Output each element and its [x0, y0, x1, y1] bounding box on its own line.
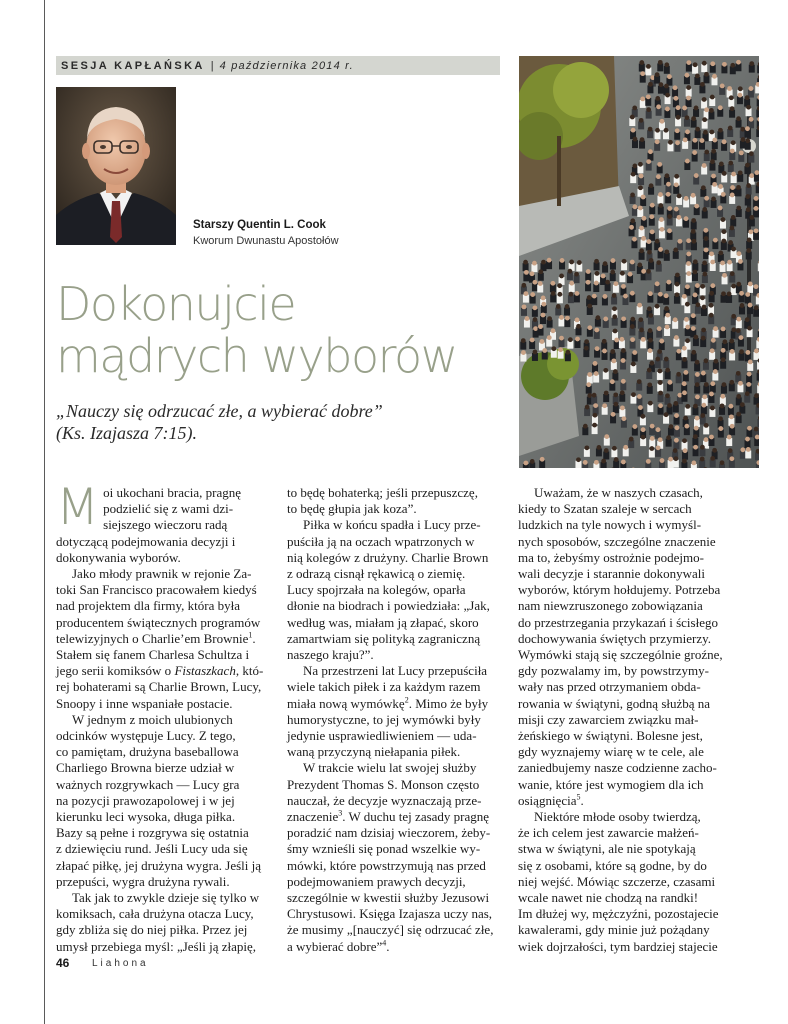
text-line: nauczał, że decyzje wyznaczają prze- — [287, 792, 482, 808]
text-span: . W duchu tej zasady pragnę — [342, 809, 490, 825]
text-line: umysł przebiega myśl: „Jeśli ją złapię, — [56, 938, 256, 954]
footnote-marker: 3 — [338, 808, 343, 818]
text-line — [56, 663, 268, 679]
title-line-2: mądrych wyborów — [56, 329, 457, 383]
text-line: wali decyzje i starannie dokonywali — [518, 566, 705, 582]
text-line: toki San Francisco pracowałem kiedyś — [56, 582, 257, 598]
text-line: Piłka w końcu spadła i Lucy prze- — [303, 517, 481, 533]
text-span: jego serii komiksów o — [56, 663, 175, 679]
text-line: siejszego wieczoru radą — [103, 517, 228, 533]
text-line: ludzkich na tyle nowych i wymyśl- — [518, 517, 702, 533]
text-span: . — [386, 938, 390, 954]
paragraph — [518, 485, 760, 809]
quote-line-2: (Ks. Izajasza 7:15). — [56, 423, 198, 443]
text-line: na pozycji prawozapolowej i w jej — [56, 792, 235, 808]
text-line: Snoopy i inne wspaniałe postacie. — [56, 695, 233, 711]
crowd-photo — [519, 56, 759, 468]
author-portrait — [56, 87, 176, 245]
text-line: jedynie usprawiedliwieniem — uda- — [287, 728, 477, 744]
text-line: wały nas przed otrzymaniem obda- — [518, 679, 701, 695]
paragraph — [287, 485, 499, 517]
text-line: Jako młody prawnik w rejonie Za- — [72, 566, 252, 582]
text-line: nam niewzruszonego zobowiązania — [518, 598, 703, 614]
text-line: zamartwiam się polityką zagraniczną — [287, 630, 481, 646]
text-line: że ich celem jest zawarcie małżeń- — [518, 825, 699, 841]
text-line: złapać piłkę, jej drużyna wygra. Jeśli ją — [56, 857, 262, 873]
text-span: znaczenie — [287, 809, 339, 825]
paragraph — [287, 760, 499, 954]
paragraph — [56, 566, 268, 712]
article-title — [56, 278, 516, 382]
author-portrait-image — [56, 87, 176, 245]
text-line: ma to, żebyśmy ostrożnie podejmo- — [518, 549, 704, 565]
text-line: wiele takich piłek i za każdym razem — [287, 679, 481, 695]
text-line — [518, 793, 760, 809]
text-line: śmy wznieśli się ponad wszelkie wy- — [287, 841, 481, 857]
text-line: stwa w świątyni, ale nie spotykają — [518, 841, 696, 857]
text-line: komiksach, cała drużyna otacza Lucy, — [56, 906, 254, 922]
text-line: nad projektem dla firmy, która była — [56, 598, 240, 614]
drop-cap: M — [56, 478, 100, 536]
text-line: Stałem się fanem Charlesa Schultza i — [56, 647, 250, 663]
session-label: SESJA KAPŁAŃSKA — [61, 59, 205, 72]
text-line: kierunku leci wysoka, długa piłka. — [56, 809, 236, 825]
article-column-1 — [56, 478, 268, 955]
text-span: . — [580, 792, 584, 808]
margin-rule — [44, 0, 45, 1024]
text-line: Niektóre młode osoby twierdzą, — [534, 809, 701, 825]
text-line: gdy wyznajemy wiarę w te cele, ale — [518, 744, 704, 760]
text-line: dochowywania świętych przymierzy. — [518, 630, 712, 646]
text-line — [287, 939, 499, 955]
page-number: 46 — [56, 956, 70, 970]
author-role: Kworum Dwunastu Apostołów — [193, 235, 339, 247]
text-line: W trakcie wielu lat swojej służby — [303, 760, 477, 776]
article-column-2 — [287, 485, 499, 955]
text-line: poradzić nam dzisiaj wieczorem, żeby- — [287, 825, 491, 841]
footnote-marker: 1 — [248, 630, 253, 640]
text-line: odcinków występuje Lucy. Z tego, — [56, 728, 236, 744]
text-line: z odrazą cisnął rękawicą o ziemię. — [287, 566, 466, 582]
text-line: misji czy zawarciem związku mał- — [518, 711, 699, 727]
paragraph — [287, 517, 499, 663]
quote-line-1: „Nauczy się odrzucać złe, a wybierać dobre” — [56, 401, 383, 421]
text-line: wyborów, którym hołdujemy. Potrzeba — [518, 582, 721, 598]
text-line: wiek dojrzałości, tym bardziej stajecie — [518, 938, 718, 954]
text-span: osiągnięcia — [518, 792, 577, 808]
text-line: Lucy spojrzała na kolegów, oparła — [287, 582, 466, 598]
paragraph — [518, 809, 760, 955]
text-line: się z osobami, które są godne, by do — [518, 857, 707, 873]
text-line: niej wejść. Mówiąc szczerze, czasami — [518, 873, 716, 889]
comic-title: Fistaszkach — [174, 663, 236, 679]
text-line: to będę głupia jak koza”. — [287, 501, 417, 517]
text-span: . — [252, 630, 256, 646]
text-span: , któ- — [235, 663, 264, 679]
text-line: dotyczącą podejmowania decyzji i — [56, 533, 236, 549]
text-line: nią kolegów z drużyny. Charlie Brown — [287, 549, 489, 565]
text-span: a wybierać dobre” — [287, 938, 383, 954]
text-line: humorystyczne, to jej wymówki były — [287, 711, 481, 727]
text-line: mówki, które powstrzymują nas przed — [287, 857, 486, 873]
text-line: według was, miałam ją złapać, skoro — [287, 614, 479, 630]
text-line: gdy zbliża się do niej piłka. Przez jej — [56, 922, 248, 938]
text-line: nych sposobów, szczególne znaczenie — [518, 533, 716, 549]
text-line: Charliego Browna bierze udział w — [56, 760, 235, 776]
text-line: Chrystusowi. Księga Izajasza uczy nas, — [287, 906, 493, 922]
text-line: W jednym z moich ulubionych — [72, 711, 233, 727]
text-line: wanie, które jest wymogiem dla ich — [518, 776, 704, 792]
text-line: Bazy są pełne i rozgrywa się ostatnia — [56, 825, 249, 841]
text-line: żeńskiego w świątyni. Bolesne jest, — [518, 728, 703, 744]
footnote-marker: 2 — [404, 695, 409, 705]
text-span: telewizyjnych o Charlie’em Brownie — [56, 630, 249, 646]
paragraph — [56, 478, 268, 566]
session-date: 4 października 2014 r. — [219, 59, 354, 72]
text-line: podzielić się z wami dzi- — [103, 501, 234, 517]
text-line: Uważam, że w naszych czasach, — [534, 485, 703, 500]
text-line: ważnych rozgrywkach — Lucy gra — [56, 776, 240, 792]
text-line: waną przyczyną niełapania piłek. — [287, 744, 461, 760]
text-span: . Mimo że były — [408, 695, 489, 711]
session-header-bar — [56, 56, 500, 75]
text-line: Na przestrzeni lat Lucy przepuściła — [303, 663, 488, 679]
text-line: Wymówki stają się szczególnie groźne, — [518, 647, 723, 663]
paragraph — [287, 663, 499, 760]
text-line: zaniedbujemy nasze codzienne zacho- — [518, 760, 717, 776]
text-line: naszego kraju?”. — [287, 647, 374, 663]
text-line — [56, 631, 268, 647]
text-line: rowania w świątyni, godną służbą na — [518, 695, 711, 711]
text-line: Prezydent Thomas S. Monson często — [287, 776, 480, 792]
text-line: kiedy to Szatan szaleje w sercach — [518, 501, 692, 517]
text-line: do przestrzegania przykazań i ścisłego — [518, 614, 718, 630]
text-line: wcale nawet nie chodzą na randki! — [518, 890, 699, 906]
text-line: gdy pozwalamy im, by powstrzymy- — [518, 663, 709, 679]
text-line: rej bohaterami są Charlie Brown, Lucy, — [56, 679, 262, 695]
crowd-photo-image — [519, 56, 759, 468]
paragraph — [56, 712, 268, 890]
text-line: podejmowaniem prawych decyzji, — [287, 873, 466, 889]
text-line: kawalerami, gdy minie już pożądany — [518, 922, 710, 938]
text-line: oi ukochani bracia, pragnę — [103, 485, 242, 500]
text-line: dokonywania wyborów. — [56, 549, 181, 565]
header-separator: | — [210, 59, 214, 72]
text-line — [287, 809, 499, 825]
text-line: dłonie na biodrach i powiedziała: „Jak, — [287, 598, 490, 614]
title-line-1: Dokonujcie — [56, 277, 296, 331]
magazine-name: Liahona — [92, 958, 149, 969]
text-span: miała nową wymówkę — [287, 695, 405, 711]
text-line — [287, 696, 499, 712]
text-line: puściła ją na oczach wpatrzonych w — [287, 533, 475, 549]
scripture-quote — [56, 400, 516, 444]
author-name: Starszy Quentin L. Cook — [193, 219, 326, 231]
text-line: przepuści, wygra drużyna rywali. — [56, 873, 230, 889]
article-column-3 — [518, 485, 760, 955]
text-line: że musimy „[nauczyć] się odrzucać złe, — [287, 922, 494, 938]
text-line: z dziewięciu rund. Jeśli Lucy uda się — [56, 841, 248, 857]
text-line: co pamiętam, drużyna baseballowa — [56, 744, 239, 760]
footnote-marker: 5 — [576, 792, 581, 802]
footnote-marker: 4 — [382, 938, 387, 948]
text-line: szczególnie w kwestii służby Jezusowi — [287, 890, 490, 906]
text-line: Tak jak to zwykle dzieje się tylko w — [72, 890, 260, 906]
text-line: producentem świątecznych programów — [56, 614, 261, 630]
text-line: to będę bohaterką; jeśli przepuszczę, — [287, 485, 478, 500]
paragraph — [56, 890, 268, 955]
text-line: Im dłużej wy, mężczyźni, pozostajecie — [518, 906, 719, 922]
